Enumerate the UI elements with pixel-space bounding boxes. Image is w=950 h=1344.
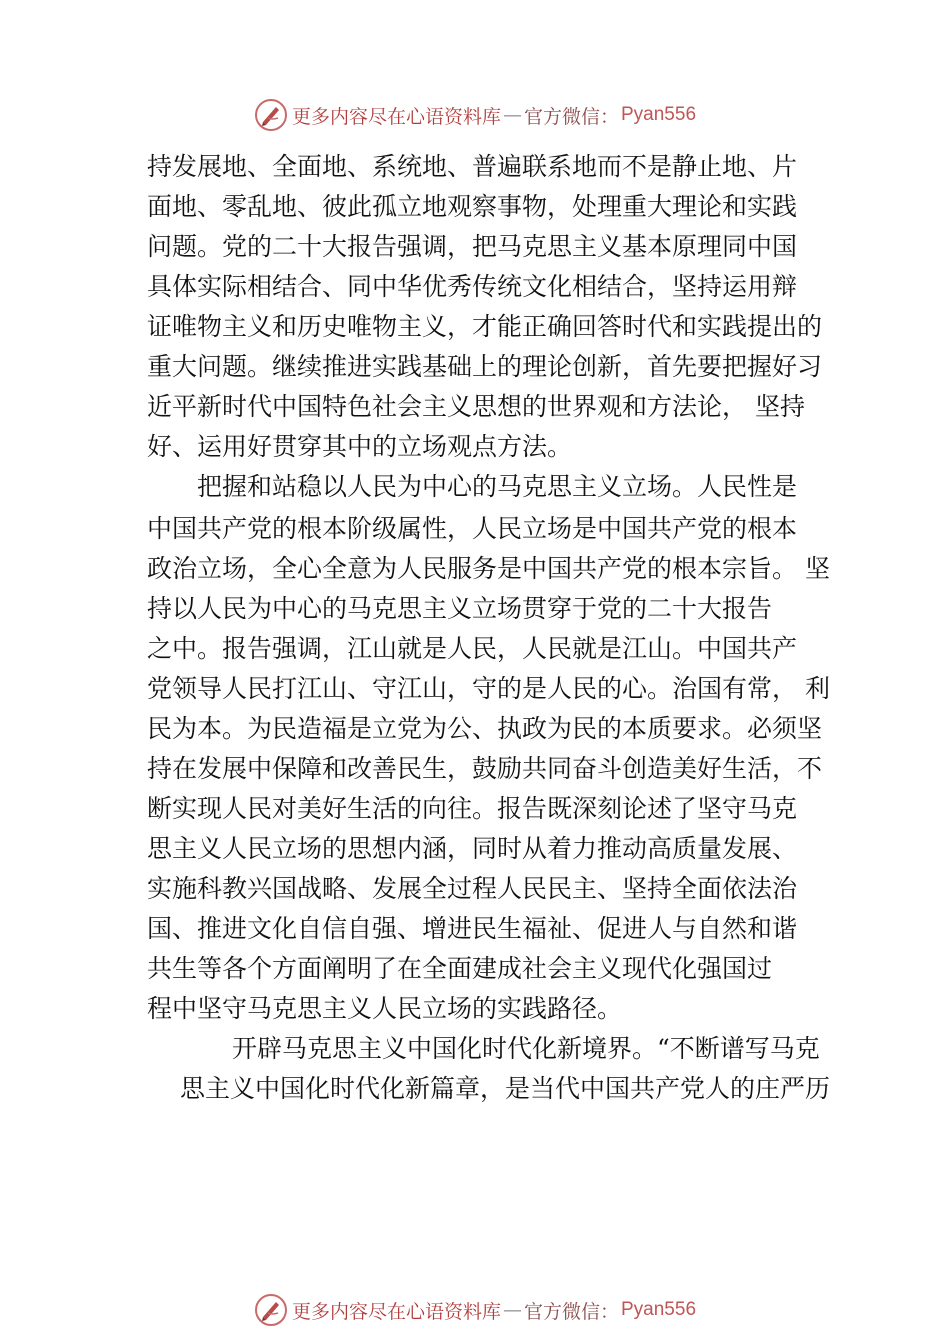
footer-watermark <box>0 1290 950 1330</box>
text-line: 实施科教兴国战略、发展全过程人民民主、坚持全面依法治 <box>147 874 798 903</box>
watermark-wechat-id: Pyan556 <box>621 1299 697 1320</box>
text-line: 近平新时代中国特色社会主义思想的世界观和方法论， 坚持 <box>147 392 805 421</box>
watermark-main-text: 更多内容尽在心语资料库 <box>291 105 501 128</box>
watermark-dash: — <box>502 104 522 126</box>
text-line: 之中。报告强调，江山就是人民，人民就是江山。中国共产 <box>147 634 798 663</box>
text-line: 证唯物主义和历史唯物主义，才能正确回答时代和实践提出的 <box>147 312 823 341</box>
watermark-wechat-label: 官方微信： <box>523 105 619 128</box>
watermark-main-text: 更多内容尽在心语资料库 <box>291 1300 501 1323</box>
text-line: 民为本。为民造福是立党为公、执政为民的本质要求。必须坚 <box>147 714 823 743</box>
text-line: 程中坚守马克思主义人民立场的实践路径。 <box>147 994 623 1023</box>
text-line: 具体实际相结合、同中华优秀传统文化相结合，坚持运用辩 <box>147 272 798 301</box>
watermark-wechat-id: Pyan556 <box>621 104 697 125</box>
text-line: 持以人民为中心的马克思主义立场贯穿于党的二十大报告 <box>147 594 773 623</box>
text-line: 中国共产党的根本阶级属性，人民立场是中国共产党的根本 <box>147 514 798 543</box>
watermark-wechat-label: 官方微信： <box>523 1300 619 1323</box>
text-line: 断实现人民对美好生活的向往。报告既深刻论述了坚守马克 <box>147 794 798 823</box>
pen-logo-icon <box>254 1293 288 1327</box>
text-line: 持在发展中保障和改善民生，鼓励共同奋斗创造美好生活，不 <box>147 754 823 783</box>
text-line: 国、推进文化自信自强、增进民生福祉、促进人与自然和谐 <box>147 914 798 943</box>
watermark-dash: — <box>502 1299 522 1321</box>
text-line: 持发展地、全面地、系统地、普遍联系地而不是静止地、片 <box>147 152 798 181</box>
text-line: 问题。党的二十大报告强调，把马克思主义基本原理同中国 <box>147 232 798 261</box>
text-line: 思主义人民立场的思想内涵，同时从着力推动高质量发展、 <box>147 834 798 863</box>
text-line: 共生等各个方面阐明了在全面建成社会主义现代化强国过 <box>147 954 773 983</box>
text-line: 党领导人民打江山、守江山，守的是人民的心。治国有常， 利 <box>147 674 830 703</box>
text-line: 政治立场，全心全意为人民服务是中国共产党的根本宗旨。 坚 <box>147 554 830 583</box>
text-line: 好、运用好贯穿其中的立场观点方法。 <box>147 432 573 461</box>
text-line: 思主义中国化时代化新篇章，是当代中国共产党人的庄严历 <box>180 1074 831 1103</box>
paragraph-heading: 开辟马克思主义中国化时代化新境界。“不断谱写马克 <box>232 1034 820 1063</box>
text-line: 面地、零乱地、彼此孤立地观察事物，处理重大理论和实践 <box>147 192 798 221</box>
text-line: 重大问题。继续推进实践基础上的理论创新，首先要把握好习 <box>147 352 823 381</box>
paragraph-heading: 把握和站稳以人民为中心的马克思主义立场。人民性是 <box>197 472 798 501</box>
